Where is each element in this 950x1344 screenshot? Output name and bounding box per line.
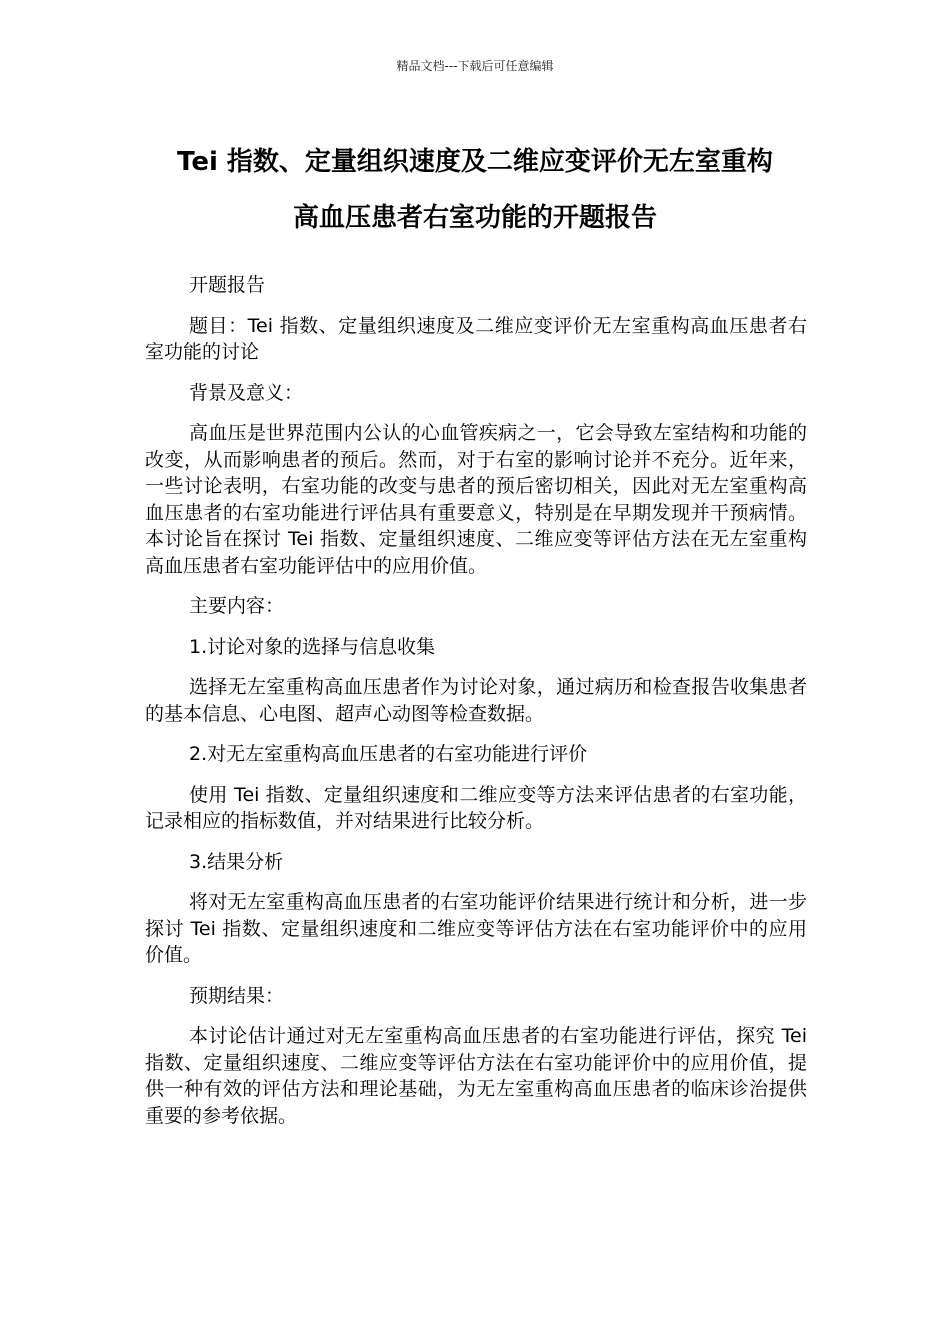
document-body (145, 272, 807, 1143)
function-evaluation-paragraph: 使用 Tei 指数、定量组织速度和二维应变等方法来评估患者的右室功能，记录相应的指标数值，并对结果进行比较分析。 (145, 783, 807, 832)
document-title-line-1: Tei 指数、定量组织速度及二维应变评价无左室重构 (177, 147, 773, 177)
subheading-function-evaluation: 2.对无左室重构高血压患者的右室功能进行评价 (189, 743, 588, 765)
background-paragraph: 高血压是世界范围内公认的心血管疾病之一，它会导致左室结构和功能的改变，从而影响患者的预后。然而，对于右室的影响讨论并不充分。近年来，一些讨论表明，右室功能的改变与患者的预后密切相关，因此对无左室重构高血压患者的右室功能进行评估具有重要意义，特别是在早期发现并干预病情。本讨论旨在探讨 Tei 指数、定量组织速度、二维应变等评估方法在无左室重构高血压患者右室功能评估中的应用价值。 (145, 422, 807, 577)
subject-selection-paragraph: 选择无左室重构高血压患者作为讨论对象，通过病历和检查报告收集患者的基本信息、心电图、超声心动图等检查数据。 (145, 676, 807, 725)
expected-results-paragraph: 本讨论估计通过对无左室重构高血压患者的右室功能进行评估，探究 Tei 指数、定量组织速度、二维应变等评估方法在右室功能评价中的应用价值，提供一种有效的评估方法和理论基础，为无左室重构高血压患者的临床诊治提供重要的参考依据。 (145, 1025, 807, 1127)
section-label-report: 开题报告 (189, 274, 266, 296)
subheading-result-analysis: 3.结果分析 (189, 850, 284, 873)
document-title-line-2: 高血压患者右室功能的开题报告 (292, 203, 657, 233)
section-heading-main-content: 主要内容： (189, 595, 285, 617)
section-heading-background: 背景及意义： (189, 381, 304, 404)
topic-paragraph: 题目：Tei 指数、定量组织速度及二维应变评价无左室重构高血压患者右室功能的讨论 (145, 314, 807, 363)
subheading-subject-selection: 1.讨论对象的选择与信息收集 (189, 635, 436, 658)
document-title (140, 134, 810, 246)
section-heading-expected-results: 预期结果： (189, 984, 285, 1007)
result-analysis-paragraph: 将对无左室重构高血压患者的右室功能评价结果进行统计和分析，进一步探讨 Tei 指数、定量组织速度和二维应变等评估方法在右室功能评价中的应用价值。 (145, 891, 807, 966)
page-header-note: 精品文档---下载后可任意编辑 (396, 59, 554, 73)
